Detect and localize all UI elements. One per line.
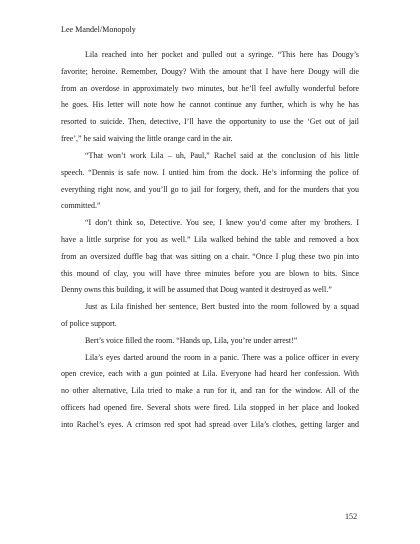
text-line: speech. “Dennis is safe now. I untied him from the dock. He’s informing the police of <box>61 167 359 177</box>
text-line: “That won’t work Lila – uh, Paul,” Rachel said at the conclusion of his little <box>85 150 359 160</box>
text-line: resorted to suicide. Then, detective, I’ll have the opportunity to use the ‘Get out of jail <box>61 117 359 127</box>
text-line: Just as Lila finished her sentence, Bert busted into the room followed by a squad <box>85 302 359 312</box>
text-line: from an oversized duffle bag that was sitting on a chair. “Once I plug these two pin into <box>61 251 359 261</box>
text-line: Lila reached into her pocket and pulled out a syringe. “This here has Dougy’s <box>85 50 359 59</box>
text-line: Denny owns this building, it will be assumed that Doug wanted it destroyed as well.” <box>61 285 332 295</box>
text-line: Bert’s voice filled the room. “Hands up, Lila, you’re under arrest!” <box>85 335 298 345</box>
text-line: he goes. His letter will note how he cannot continue any further, which is why he has <box>61 100 359 110</box>
text-line: favorite; heroine. Remember, Dougy? With the amount that I have here Dougy will die <box>61 66 359 76</box>
text-line: “I don’t think so, Detective. You see, I knew you’d come after my brothers. I <box>85 218 359 228</box>
text-line: officers had opened fire. Several shots were fired. Lila stopped in her place and looked <box>61 403 359 413</box>
text-line: of police support. <box>61 319 117 328</box>
text-line: have a little surprise for you as well.” Lila walked behind the table and removed a box <box>61 234 359 244</box>
page-number: 152 <box>345 512 358 521</box>
text-line: committed.” <box>61 201 101 211</box>
text-line: no other alternative, Lila tried to make a run for it, and ran for the window. All of the <box>61 386 359 396</box>
text-line: into Rachel’s eyes. A crimson red spot had spread over Lila’s clothes, getting larger and <box>61 419 359 429</box>
text-line: this mound of clay, you will have three minutes before you are blown to bits. Since <box>61 268 359 278</box>
text-line: Lila’s eyes darted around the room in a panic. There was a police officer in every <box>85 352 359 362</box>
text-line: open crevice, each with a gun pointed at Lila. Everyone had heard her confession. With <box>61 369 359 379</box>
running-head: Lee Mandel/Monopoly <box>61 25 136 34</box>
text-line: from an overdose in approximately two minutes, but he’ll feel awfully wonderful before <box>61 83 359 93</box>
text-line: free’,” he said waiving the little orange card in the air. <box>61 134 233 144</box>
text-line: everything right now, and you’ll go to jail for forgery, theft, and for the murders that you <box>61 184 359 194</box>
body-text <box>61 47 359 434</box>
